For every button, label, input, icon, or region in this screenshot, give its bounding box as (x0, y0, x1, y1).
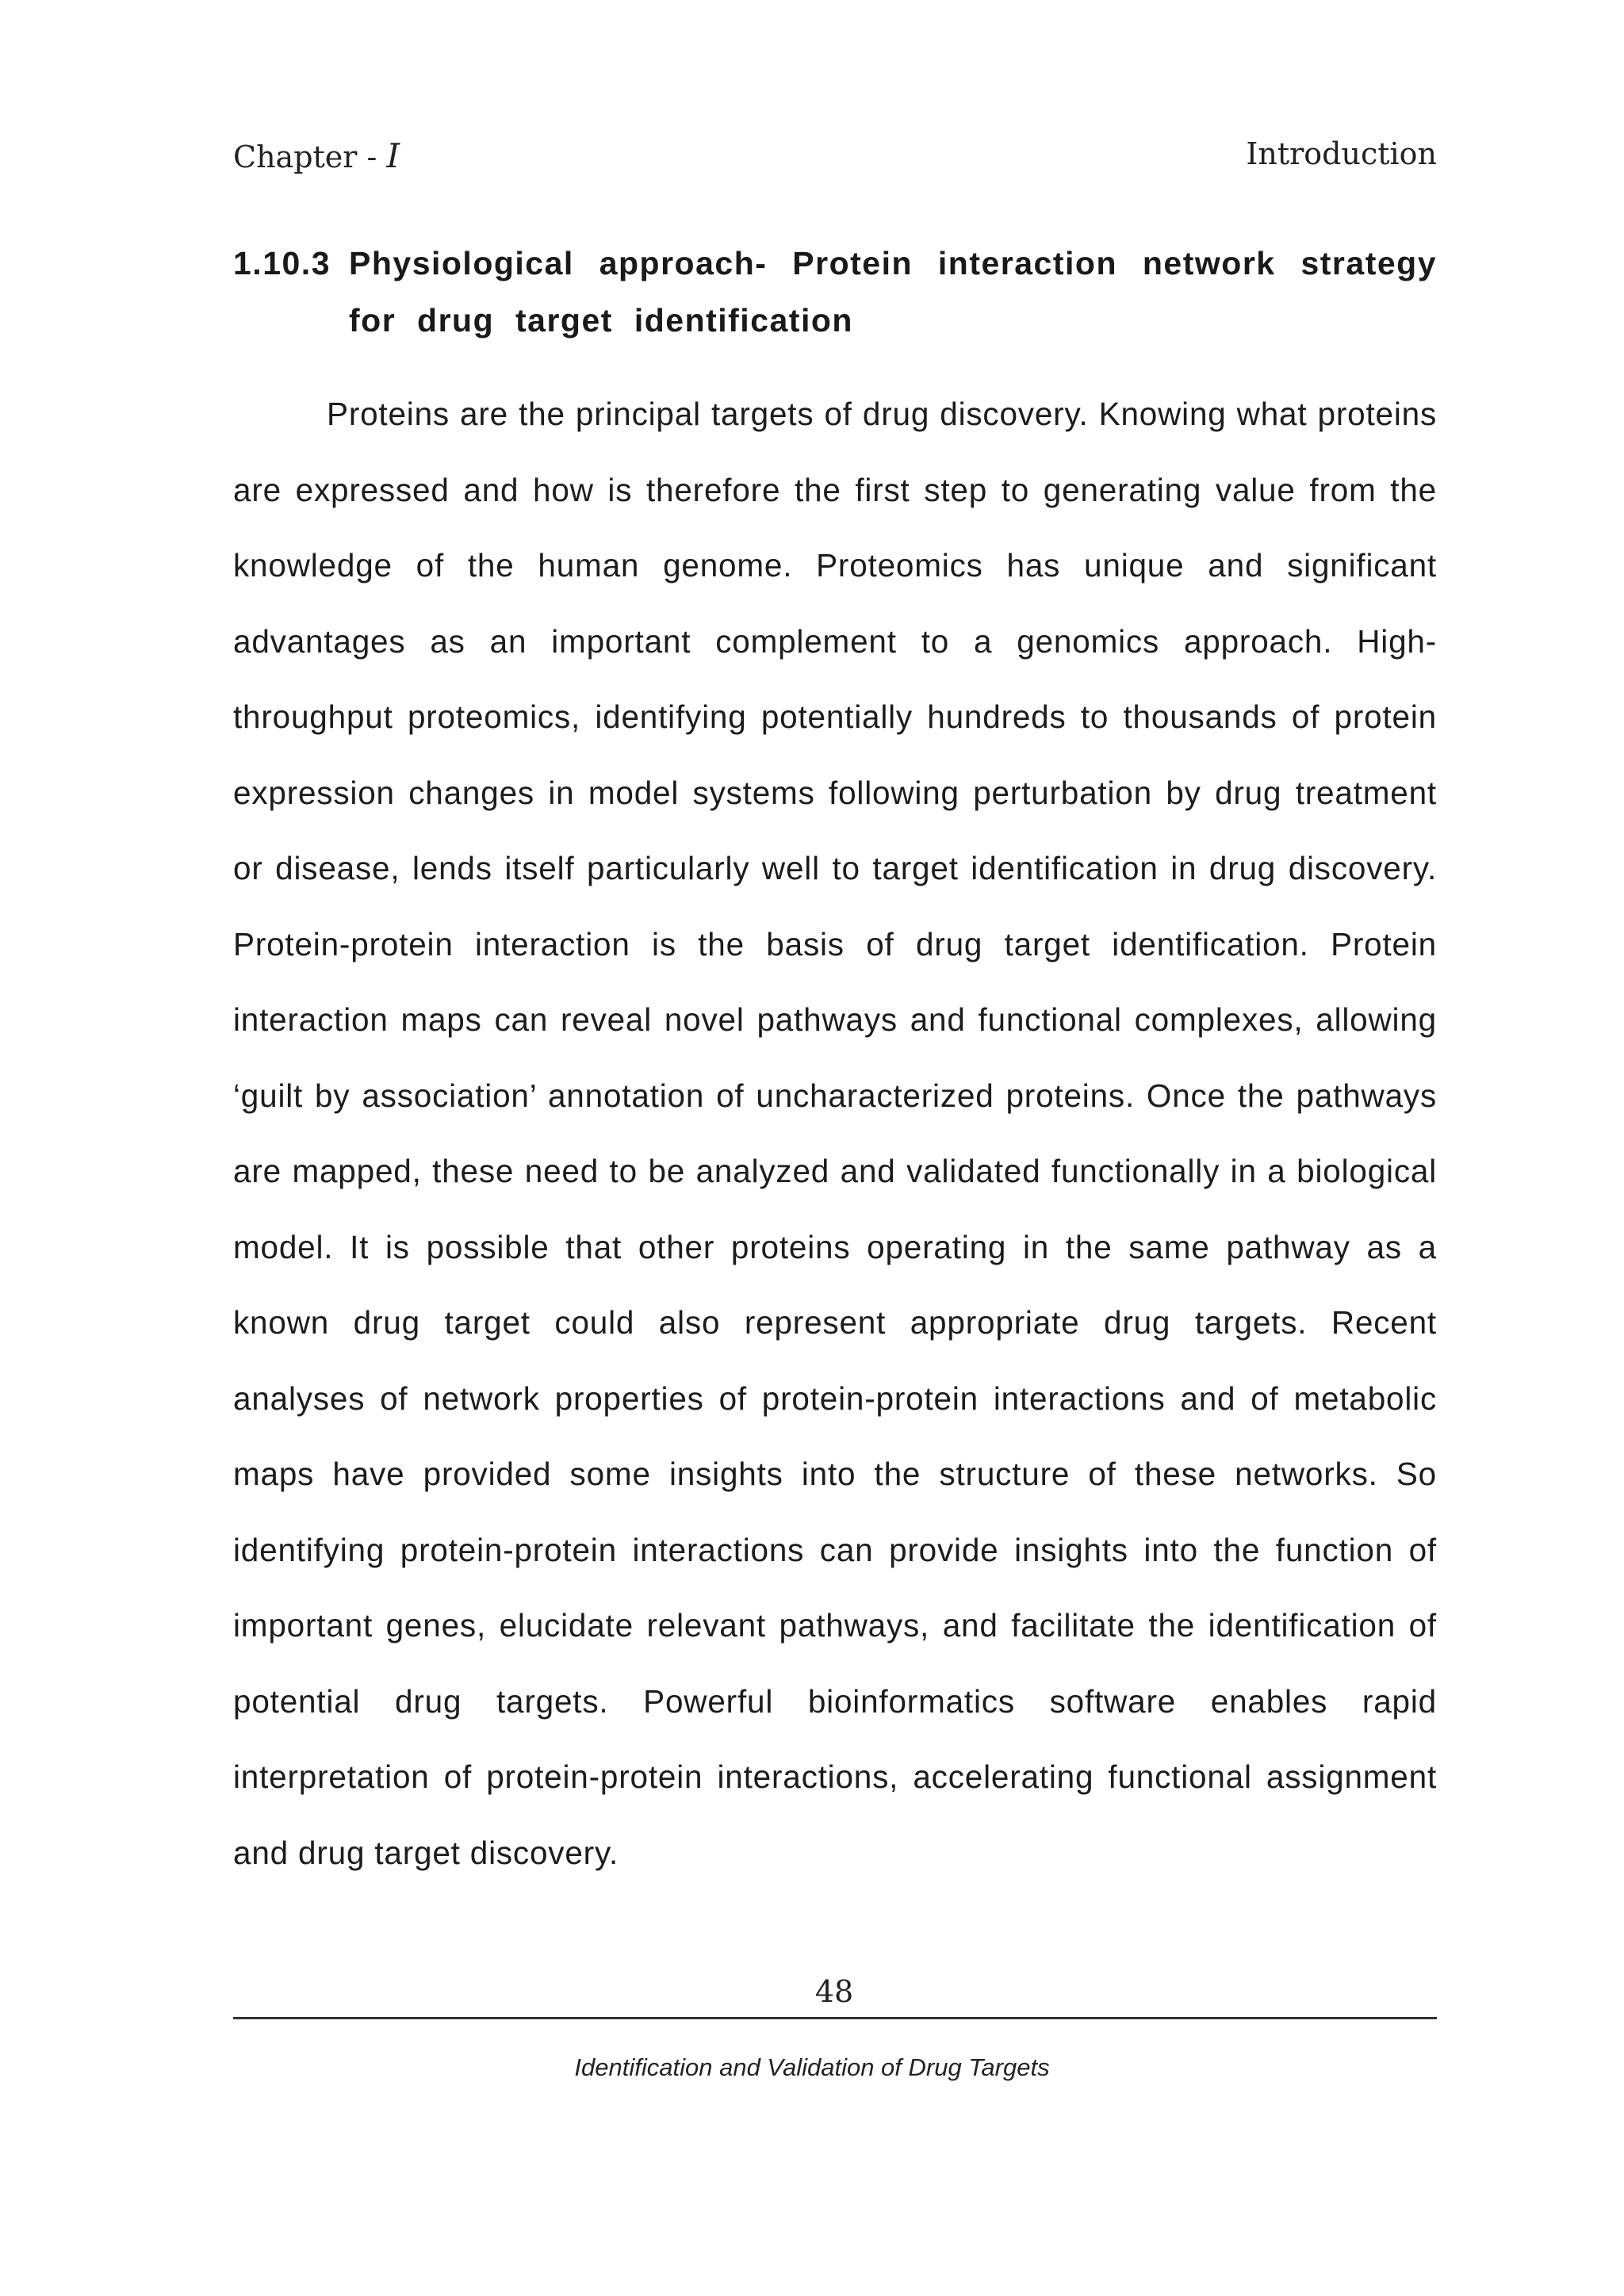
section-heading (233, 235, 1437, 349)
section-label: Introduction (1246, 136, 1437, 171)
chapter-label-text: Chapter - (233, 140, 387, 174)
chapter-label (233, 136, 400, 175)
page-number: 48 (814, 1974, 854, 2009)
running-head (233, 136, 1437, 184)
section-number: 1.10.3 (233, 245, 331, 281)
body-paragraph: Proteins are the principal targets of drug discovery. Knowing what proteins are expressed and how is therefore the first step to generating value from the knowledge of the human genome. Proteomics has unique and significant advantages as an important complement to a genomics approach. High-throughput proteomics, identifying potentially hundreds to thousands of protein expression changes in model systems following perturbation by drug treatment or disease, lends itself particularly well to target identification in drug discovery. Protein-protein interaction is the basis of drug target identification. Protein interaction maps can reveal novel pathways and functional complexes, allowing ‘guilt by association’ annotation of uncharacterized proteins. Once the pathways are mapped, these need to be analyzed and validated functionally in a biological model. It is possible that other proteins operating in the same pathway as a known drug target could also represent appropriate drug targets. Recent analyses of network properties of protein-protein interactions and of metabolic maps have provided some insights into the structure of these networks. So identifying protein-protein interactions can provide insights into the function of important genes, elucidate relevant pathways, and facilitate the identification of potential drug targets. Powerful bioinformatics software enables rapid interpretation of protein-protein interactions, accelerating functional assignment and drug target discovery. (233, 396, 1437, 1871)
chapter-numeral: I (386, 136, 400, 175)
footer-title: Identification and Validation of Drug Targets (574, 2053, 1050, 2081)
footer-divider (233, 2017, 1437, 2019)
section-title: Physiological approach- Protein interaction network strategy for drug target identification (349, 245, 1437, 339)
